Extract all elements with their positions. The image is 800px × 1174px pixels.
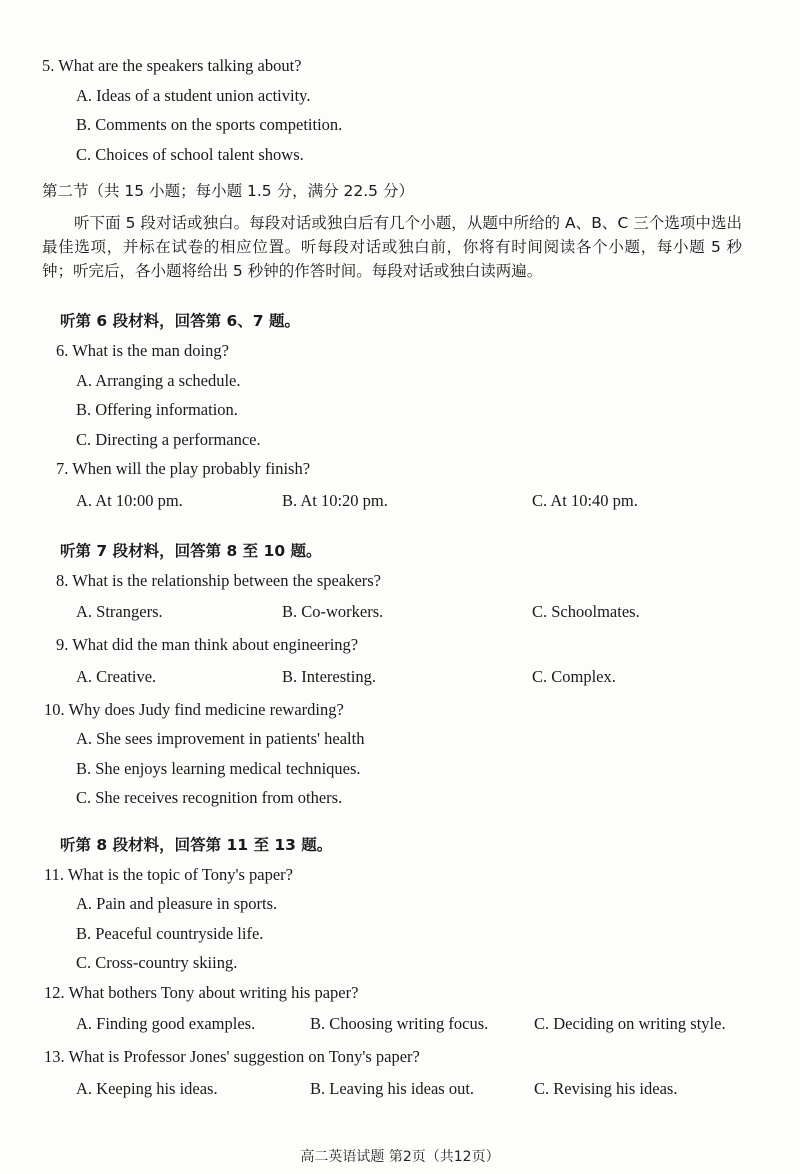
question-7-option-a[interactable]: A. At 10:00 pm. — [76, 490, 183, 510]
question-8-option-a[interactable]: A. Strangers. — [76, 602, 163, 622]
page-footer: 高二英语试题 第2页（共12页） — [300, 1149, 500, 1165]
question-7-option-b[interactable]: B. At 10:20 pm. — [282, 490, 388, 510]
question-13-option-c[interactable]: C. Revising his ideas. — [534, 1078, 678, 1098]
question-10-option-c[interactable]: C. She receives recognition from others. — [76, 788, 343, 808]
question-10-stem: 10. Why does Judy find medicine rewarding? — [44, 699, 344, 719]
question-8-option-c[interactable]: C. Schoolmates. — [532, 602, 640, 622]
question-6-stem: 6. What is the man doing? — [56, 341, 229, 361]
material-8-heading: 听第 8 段材料，回答第 11 至 13 题。 — [60, 835, 333, 854]
question-7-stem: 7. When will the play probably finish? — [56, 459, 311, 479]
question-7-option-c[interactable]: C. At 10:40 pm. — [532, 490, 638, 510]
question-10-option-b[interactable]: B. She enjoys learning medical techniques. — [76, 758, 361, 778]
question-8-option-b[interactable]: B. Co-workers. — [282, 602, 384, 622]
question-12-stem: 12. What bothers Tony about writing his paper? — [44, 982, 359, 1002]
question-11-option-b[interactable]: B. Peaceful countryside life. — [76, 923, 264, 943]
question-13-option-a[interactable]: A. Keeping his ideas. — [76, 1078, 218, 1098]
question-12-options — [42, 1014, 758, 1036]
question-8-options — [42, 602, 758, 624]
question-13-stem: 13. What is Professor Jones' suggestion on Tony's paper? — [44, 1047, 420, 1067]
question-8-stem: 8. What is the relationship between the speakers? — [56, 570, 382, 590]
question-6-option-c[interactable]: C. Directing a performance. — [76, 429, 261, 449]
page-content — [42, 58, 758, 1114]
question-9-option-c[interactable]: C. Complex. — [532, 666, 616, 686]
question-11-option-c[interactable]: C. Cross-country skiing. — [76, 953, 238, 973]
question-11-stem: 11. What is the topic of Tony's paper? — [44, 864, 293, 884]
question-13-option-b[interactable]: B. Leaving his ideas out. — [310, 1078, 475, 1098]
section-2-directions: 听下面 5 段对话或独白。每段对话或独白后有几个小题，从题中所给的 A、B、C 三个选项中选出最佳选项，并标在试卷的相应位置。听每段对话或独白前，你将有时间阅读各个小题，每小题 5 秒钟；听完后，各小题将给出 5 秒钟的作答时间。每段对话或独白读两遍。 — [42, 214, 742, 281]
question-13-options — [42, 1079, 758, 1101]
question-5-stem: 5. What are the speakers talking about? — [42, 56, 302, 75]
question-10-option-a[interactable]: A. She sees improvement in patients' health — [76, 729, 365, 749]
question-5-option-b[interactable]: B. Comments on the sports competition. — [76, 115, 343, 134]
question-9-option-a[interactable]: A. Creative. — [76, 666, 157, 686]
question-6-option-a[interactable]: A. Arranging a schedule. — [76, 370, 241, 390]
question-12-option-a[interactable]: A. Finding good examples. — [76, 1014, 256, 1034]
question-11-option-a[interactable]: A. Pain and pleasure in sports. — [76, 894, 278, 914]
question-9-option-b[interactable]: B. Interesting. — [282, 666, 376, 686]
question-9-stem: 9. What did the man think about engineering? — [56, 635, 359, 655]
material-6-heading: 听第 6 段材料，回答第 6、7 题。 — [60, 312, 300, 331]
question-12-option-c[interactable]: C. Deciding on writing style. — [534, 1014, 726, 1034]
question-9-options — [42, 667, 758, 689]
question-12-option-b[interactable]: B. Choosing writing focus. — [310, 1014, 489, 1034]
question-5-option-a[interactable]: A. Ideas of a student union activity. — [76, 85, 311, 105]
material-7-heading: 听第 7 段材料，回答第 8 至 10 题。 — [60, 541, 322, 560]
question-7-options — [42, 491, 758, 513]
question-5-option-c[interactable]: C. Choices of school talent shows. — [76, 144, 304, 164]
question-6-option-b[interactable]: B. Offering information. — [76, 400, 238, 420]
section-2-heading: 第二节（共 15 小题；每小题 1.5 分，满分 22.5 分） — [42, 182, 414, 200]
